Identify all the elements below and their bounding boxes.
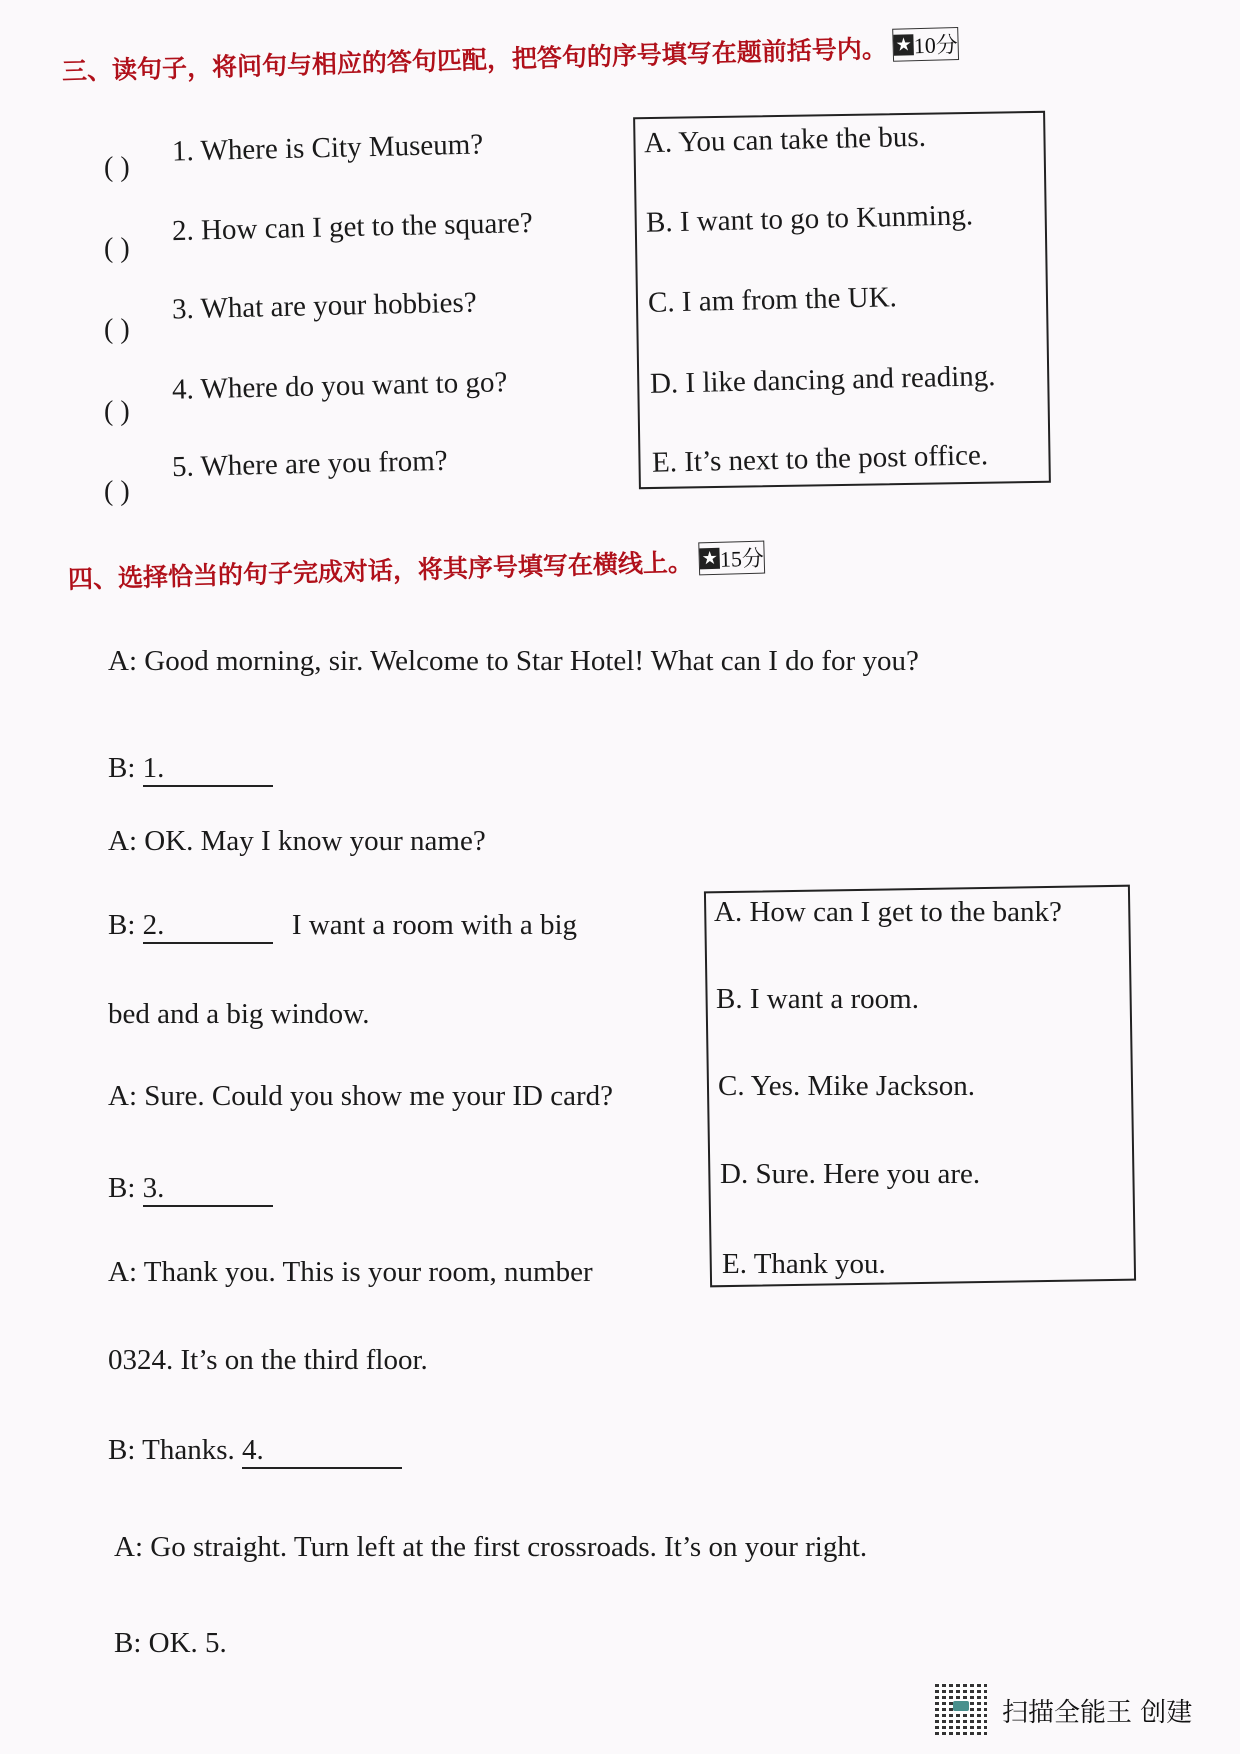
dialogue-line: [108, 645, 919, 678]
option-text: E. It’s next to the post office.: [651, 439, 989, 479]
question-text: 4. Where do you want to go?: [171, 366, 508, 406]
dialogue-line: [108, 909, 577, 944]
option-text: A. You can take the bus.: [643, 120, 927, 160]
question-text: 3. What are your hobbies?: [171, 286, 477, 326]
answer-bracket[interactable]: ( ): [104, 476, 130, 507]
dialogue-line: [108, 1434, 402, 1469]
option-text: A. How can I get to the bank?: [714, 896, 1062, 928]
dialogue-line: [114, 1531, 867, 1564]
dialogue-line: [108, 1080, 613, 1113]
score-text: 15分: [719, 545, 765, 572]
answer-bracket[interactable]: ( ): [104, 314, 130, 345]
option-text: D. I like dancing and reading.: [649, 360, 996, 400]
option-text: D. Sure. Here you are.: [720, 1158, 981, 1190]
score-text: 10分: [913, 31, 959, 59]
question-text: 1. Where is City Museum?: [171, 128, 484, 168]
dialogue-text: A: Good morning, sir. Welcome to Star Hotel! What can I do for you?: [108, 645, 919, 677]
dialogue-line: [108, 825, 486, 858]
option-text: C. Yes. Mike Jackson.: [718, 1070, 975, 1102]
answer-blank[interactable]: 1.: [143, 752, 273, 787]
dialogue-text: A: Thank you. This is your room, number: [108, 1256, 593, 1288]
answer-bracket[interactable]: ( ): [104, 396, 130, 427]
dialogue-text: B: OK. 5.: [114, 1627, 227, 1659]
dialogue-text: B:: [108, 752, 143, 784]
question-text: 5. Where are you from?: [171, 444, 448, 484]
dialogue-line: [108, 1256, 593, 1289]
dialogue-text: B: Thanks.: [108, 1434, 242, 1466]
option-text: E. Thank you.: [722, 1248, 886, 1280]
dialogue-text: A: Go straight. Turn left at the first crossroads. It’s on your right.: [114, 1531, 868, 1563]
option-text: C. I am from the UK.: [647, 281, 898, 319]
dialogue-text: A: OK. May I know your name?: [108, 825, 486, 857]
dialogue-text: I want a room with a big: [284, 909, 578, 941]
dialogue-text: bed and a big window.: [108, 998, 370, 1030]
section3-title-text: 三、读句子，将问句与相应的答句匹配，把答句的序号填写在题前括号内。: [61, 33, 888, 86]
star-icon: ★: [699, 548, 720, 570]
option-text: B. I want a room.: [716, 983, 919, 1015]
answer-blank[interactable]: 2.: [143, 909, 273, 944]
section4-title: [67, 541, 765, 596]
dialogue-text: 0324. It’s on the third floor.: [108, 1344, 428, 1376]
dialogue-line: [114, 1627, 227, 1660]
question-text: 2. How can I get to the square?: [171, 206, 534, 248]
score-badge: [698, 541, 765, 576]
dialogue-line: [108, 1344, 428, 1377]
section4-title-text: 四、选择恰当的句子完成对话，将其序号填写在横线上。: [67, 547, 694, 594]
answer-bracket[interactable]: ( ): [104, 152, 130, 183]
star-icon: ★: [893, 34, 914, 56]
dialogue-line: [108, 752, 273, 787]
answer-bracket[interactable]: ( ): [104, 233, 130, 264]
section3-title: [61, 27, 959, 88]
answer-blank[interactable]: 3.: [143, 1172, 273, 1207]
qr-code-icon: [935, 1683, 987, 1735]
dialogue-line: [108, 998, 369, 1031]
score-badge: [892, 27, 959, 62]
option-text: B. I want to go to Kunming.: [645, 199, 974, 239]
dialogue-text: B:: [108, 909, 143, 941]
dialogue-text: A: Sure. Could you show me your ID card?: [108, 1080, 613, 1112]
answer-blank[interactable]: 4.: [242, 1434, 402, 1469]
dialogue-line: [108, 1172, 273, 1207]
scanner-watermark: 扫描全能王 创建: [1002, 1698, 1193, 1728]
dialogue-text: B:: [108, 1172, 143, 1204]
